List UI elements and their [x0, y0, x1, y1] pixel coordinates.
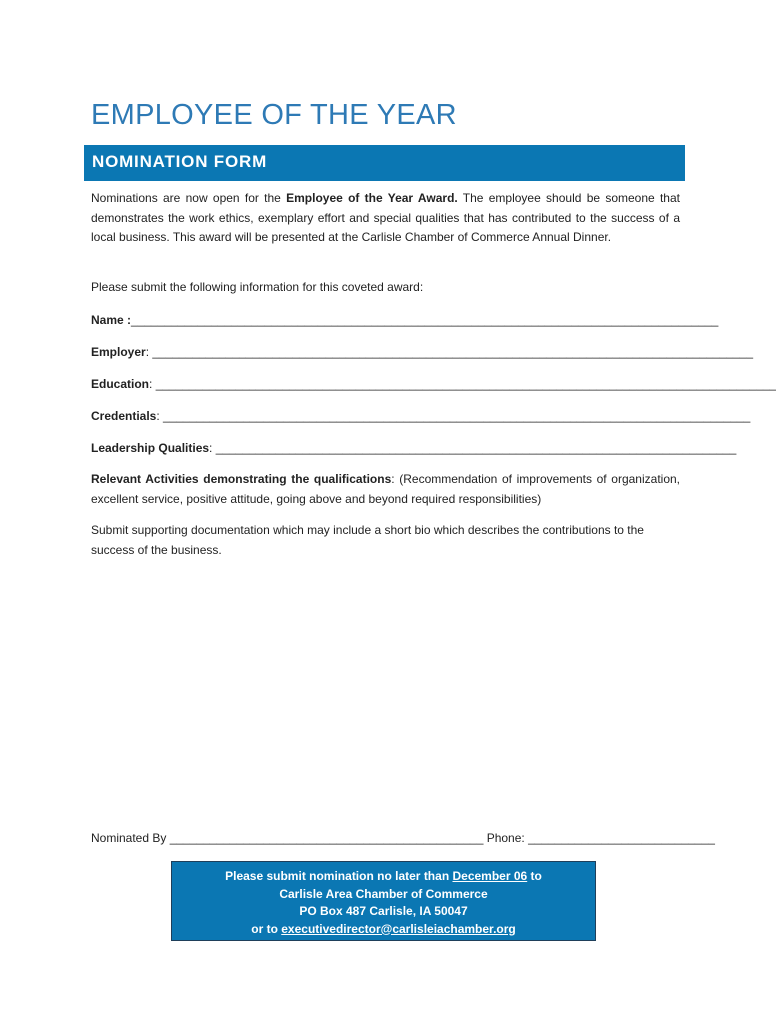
email-link[interactable]: executivedirector@carlisleiachamber.org — [281, 921, 516, 936]
credentials-label-suffix: : — [156, 409, 164, 423]
employer-line[interactable]: __________________________________________________________________________________________ — [152, 345, 754, 359]
education-label: Education — [91, 377, 150, 391]
leadership-field[interactable] — [91, 439, 737, 457]
relevant-text: : (Recommendation of improvements of organization, excellent service, positive attitude, going above and beyond required responsibilities) — [91, 472, 680, 506]
nominated-by-row — [91, 829, 715, 847]
name-line[interactable]: ________________________________________________________________________________________ — [131, 313, 719, 327]
submit-line-4-pre: or to — [251, 921, 282, 936]
intro-paragraph — [91, 189, 680, 248]
award-name: Employee of the Year Award. — [286, 191, 458, 205]
submit-line-1 — [172, 868, 595, 886]
supporting-documentation-text: Submit supporting documentation which may include a short bio which describes the contributions to the success of the business. — [91, 523, 644, 557]
relevant-activities-paragraph — [91, 470, 680, 509]
nominated-by-label: Nominated By — [91, 831, 170, 845]
submit-line-3: PO Box 487 Carlisle, IA 50047 — [299, 904, 468, 918]
phone-line[interactable]: ____________________________ — [528, 831, 715, 845]
deadline-link[interactable]: December 06 — [452, 869, 528, 883]
employer-label: Employer — [91, 345, 146, 359]
intro-part2: The employee should be someone that demonstrates the work ethics, exemplary effort and special qualities that has contributed to the success of a local business. This award will be presented at the Carlisle Chamber of Commerce Annual Dinner. — [91, 191, 680, 244]
education-label-suffix: : — [149, 377, 156, 391]
employer-field[interactable] — [91, 343, 754, 361]
leadership-label: Leadership Qualities — [91, 441, 210, 455]
relevant-label: Relevant Activities demonstrating the qualifications — [91, 472, 392, 486]
form-banner — [84, 145, 685, 181]
name-field[interactable] — [91, 311, 719, 329]
leadership-line[interactable]: ______________________________________________________________________________ — [215, 441, 737, 455]
credentials-field[interactable] — [91, 407, 751, 425]
please-submit-text: Please submit the following information for this coveted award: — [91, 280, 424, 294]
page-title: EMPLOYEE OF THE YEAR — [91, 99, 457, 131]
nominated-by-line[interactable]: _______________________________________________ — [169, 831, 484, 845]
employer-label-suffix: : — [145, 345, 153, 359]
credentials-label: Credentials — [91, 409, 157, 423]
submit-line-1-pre: Please submit nomination no later than — [225, 869, 453, 883]
education-field[interactable] — [91, 375, 776, 393]
banner-title: NOMINATION FORM — [92, 152, 268, 171]
phone-label: Phone: — [483, 831, 529, 845]
education-line[interactable]: _____________________________________________________________________________________________ — [155, 377, 776, 391]
submit-line-2: Carlisle Area Chamber of Commerce — [279, 886, 488, 901]
leadership-label-suffix: : — [209, 441, 216, 455]
intro-part1: Nominations are now open for the — [91, 191, 287, 205]
submit-line-1-post: to — [527, 869, 542, 883]
submit-info-box — [171, 861, 596, 941]
name-label-suffix: : — [123, 313, 132, 327]
credentials-line[interactable]: ________________________________________________________________________________________ — [163, 409, 751, 423]
submit-line-4 — [172, 921, 595, 939]
name-label: Name — [91, 313, 124, 327]
